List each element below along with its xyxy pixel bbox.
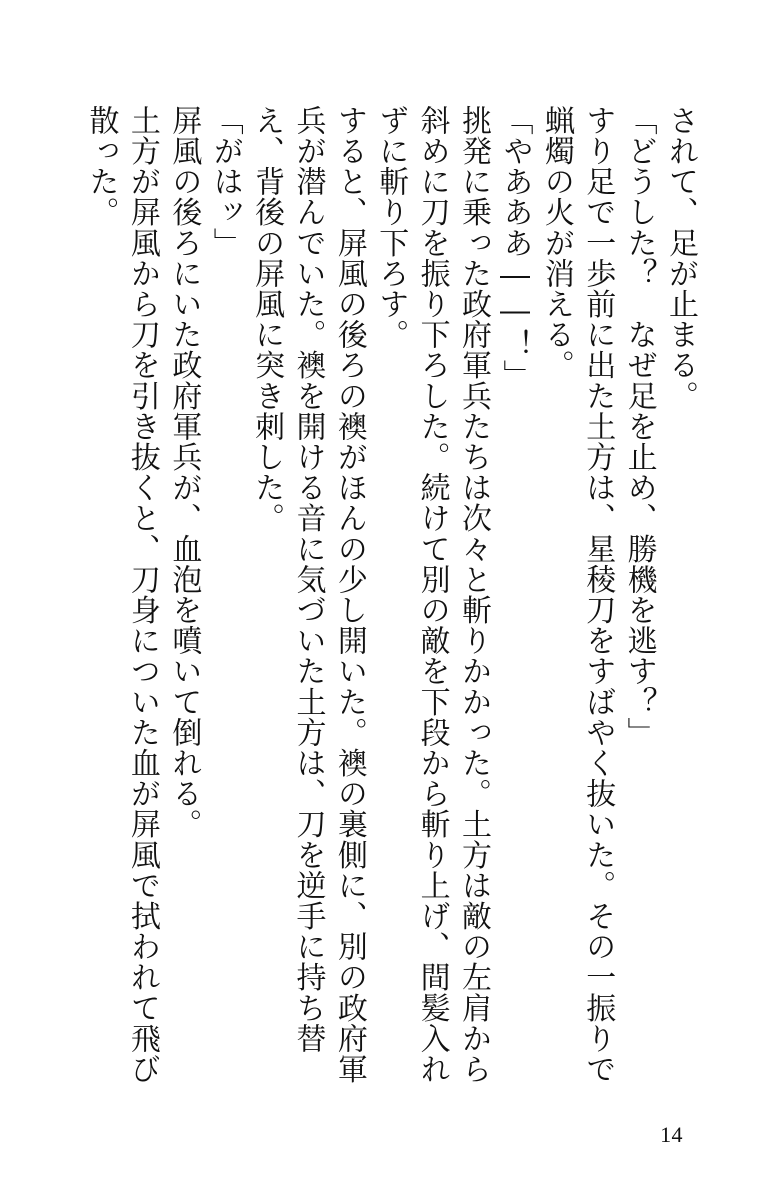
- paragraph: 「がはッ」: [207, 105, 243, 258]
- paragraph: されて、足が止まる。: [663, 105, 698, 411]
- page-number: 14: [660, 1122, 683, 1147]
- paragraph: 屏風の後ろにいた政府軍兵が、血泡を噴いて倒れる。: [166, 105, 202, 840]
- paragraph: 挑発に乗った政府軍兵たちは次々と斬りかかった。土方は敵の左肩から斜めに刀を振り下ろした。続けて別の敵を下段から斬り上げ、間髪入れずに斬り下ろす。: [373, 105, 492, 1085]
- vertical-text-body: [80, 105, 701, 1085]
- paragraph: すり足で一歩前に出た土方は、星稜刀をすばやく抜いた。その一振りで蝋燭の火が消える。: [538, 105, 616, 1085]
- paragraph: 「どうした？ なぜ足を止め、勝機を逃す？」: [621, 105, 657, 748]
- paragraph: 「やあああ――！」: [497, 105, 533, 391]
- paragraph: すると、屏風の後ろの襖がほんの少し開いた。襖の裏側に、別の政府軍兵が潜んでいた。襖を開ける音に気づいた土方は、刀を逆手に持ち替え、背後の屏風に突き刺した。: [249, 105, 367, 1085]
- paragraph: 土方が屏風から刀を引き抜くと、刀身についた血が屏風で拭われて飛び散った。: [83, 105, 160, 1085]
